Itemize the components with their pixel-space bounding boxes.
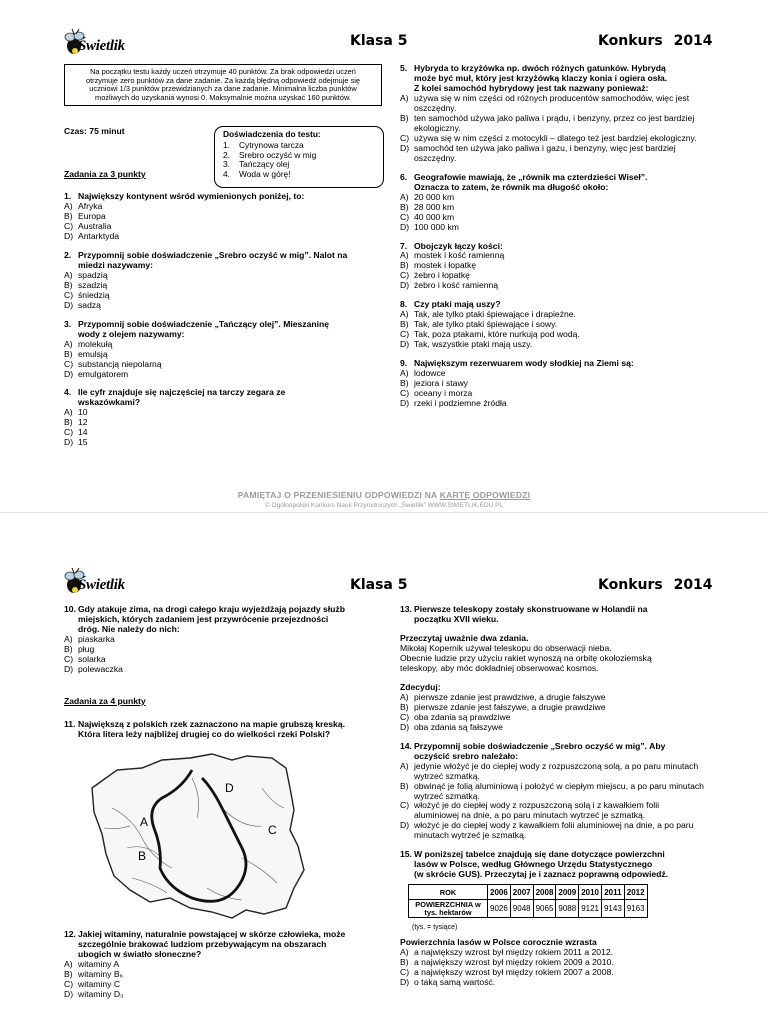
answer-option: [64, 370, 382, 380]
answer-option: [400, 281, 704, 291]
option-letter: A): [400, 250, 409, 261]
answer-option: [400, 94, 704, 114]
footer-reminder: PAMIĘTAJ O PRZENIESIENIU ODPOWIEDZI NA KARTĘ ODPOWIEDZI: [237, 490, 531, 500]
option-letter: A): [64, 338, 73, 349]
answer-option: [64, 428, 382, 438]
option-text: pług: [78, 643, 95, 654]
experiment-item: 3. Tańczący olej: [223, 159, 290, 170]
question-text: lasów w Polsce, według Głównego Urzędu Statystycznego: [414, 859, 653, 870]
question: [400, 242, 704, 292]
question-text: wody z olejem nazywamy:: [78, 328, 185, 339]
option-letter: D): [400, 820, 410, 831]
option-text: szadzią: [78, 279, 108, 290]
option-letter: D): [400, 280, 410, 291]
question-text: 11. Największą z polskich rzek zaznaczono na mapie grubszą kreską.: [64, 719, 345, 729]
option-text: emulgatorem: [78, 368, 129, 379]
option-text: substancją niepolarną: [78, 358, 162, 369]
question: [400, 64, 704, 164]
option-text: Antarktyda: [78, 230, 120, 241]
question-number: 7.: [400, 240, 408, 251]
option-letter: D): [64, 988, 74, 999]
option-text: witaminy C: [78, 978, 121, 989]
konkurs-heading: Konkurs 2014: [598, 577, 713, 593]
decide-label: Zdecyduj:: [400, 681, 441, 692]
answer-option: [64, 990, 382, 1000]
answer-option: [64, 212, 382, 222]
option-letter: D): [64, 663, 74, 674]
spacer: [400, 674, 704, 683]
option-text: śniedzią: [78, 289, 110, 300]
table-value-cell: 9121: [579, 900, 602, 918]
option-text: witaminy D₃: [78, 988, 124, 999]
answer-option: [400, 782, 704, 802]
option-text: a największy wzrost był między rokiem 2011 a 2012.: [414, 947, 614, 958]
time-limit: Czas: 75 minut: [64, 126, 125, 136]
option-letter: A): [400, 191, 409, 202]
rules-line: możliwych do uzyskania wynosi 0. Maksymalnie można uzyskać 160 punktów.: [95, 92, 351, 102]
question: [64, 320, 382, 380]
question-text: 15. W poniższej tabelce znajdują się dane dotyczące powierzchni: [400, 849, 665, 860]
rules-line: otrzymuje zero punktów za dane zadanie. Za każdą błędną odpowiedź odejmuje się: [85, 75, 361, 85]
question-number: 2.: [64, 249, 72, 260]
answer-option: [64, 340, 382, 350]
option-text: spadzią: [78, 269, 108, 280]
question-number: 3.: [64, 318, 72, 329]
question: [400, 359, 704, 409]
reading-line: Obecnie ludzie przy użyciu rakiet wynoszą na orbitę okołoziemską: [400, 652, 652, 663]
map-label-b: B: [138, 849, 147, 863]
option-letter: A): [400, 691, 409, 702]
option-letter: C): [400, 211, 410, 222]
section-heading: Zadania za 4 punkty: [64, 696, 146, 706]
logo-text: Świetlik: [78, 38, 125, 54]
reading-title: Przeczytaj uważnie dwa zdania.: [400, 632, 529, 643]
option-letter: D): [64, 368, 74, 379]
option-text: używa się w nim części od różnych producentów samochodów, więc jest oszczędny.: [414, 92, 690, 113]
option-letter: A): [400, 309, 409, 320]
question-text: 12. Jakiej witaminy, naturalnie powstającej w skórze człowieka, może: [64, 929, 346, 939]
answer-option: [64, 665, 382, 675]
answer-option: [64, 301, 382, 311]
option-text: jeziora i stawy: [414, 378, 468, 389]
question-number: 13.: [400, 604, 412, 614]
option-letter: D): [64, 230, 74, 241]
option-letter: B): [64, 279, 73, 290]
question-text: 13. Pierwsze teleskopy zostały skonstruowane w Holandii na: [400, 604, 648, 614]
question-text: początku XVII wieku.: [414, 613, 499, 624]
question: [400, 605, 704, 625]
answer-option: [400, 821, 704, 841]
question-text: 9. Największym rezerwuarem wody słodkiej na Ziemi są:: [400, 358, 634, 369]
option-text: 15: [78, 437, 88, 448]
option-letter: C): [64, 427, 74, 438]
question-text: 1. Największy kontynent wśród wymienionych poniżej, to:: [64, 191, 305, 201]
table-row: [409, 900, 648, 918]
option-letter: B): [400, 378, 409, 389]
option-text: Tak, ale tylko ptaki śpiewające i drapieżne.: [414, 309, 576, 320]
option-letter: B): [64, 417, 73, 428]
forest-table-wrap: [400, 884, 704, 924]
option-text: a największy wzrost był między rokiem 2007 a 2008.: [414, 967, 614, 978]
option-text: lodowce: [414, 368, 446, 379]
answer-option: [64, 232, 382, 242]
answer-option: [400, 114, 704, 134]
option-letter: A): [64, 269, 73, 280]
option-text: oceany i morza: [414, 388, 473, 399]
option-letter: D): [64, 299, 74, 310]
section-3pt: [64, 170, 214, 180]
option-letter: A): [400, 760, 409, 771]
swietlik-logo: [60, 28, 130, 58]
question-text: szczególnie brakować ludziom przebywającym na obszarach: [78, 938, 327, 949]
answer-option: [64, 645, 382, 655]
question-number: 10.: [64, 604, 76, 614]
option-letter: A): [64, 958, 73, 969]
page-footer: [0, 491, 768, 510]
map-label-c: C: [268, 823, 277, 837]
logo-text: Świetlik: [78, 577, 125, 593]
option-letter: B): [400, 112, 409, 123]
option-letter: A): [64, 200, 73, 211]
option-letter: B): [400, 701, 409, 712]
option-letter: D): [400, 221, 410, 232]
option-letter: B): [400, 201, 409, 212]
question-text: miejskich, których zadaniem jest przywrócenie przejezdności: [78, 613, 329, 624]
option-letter: B): [64, 968, 73, 979]
question-text: 3. Przypomnij sobie doświadczenie „Tańczący olej”. Mieszaninę: [64, 318, 330, 329]
questions-left-p1: [64, 192, 382, 457]
question-number: 11.: [64, 719, 76, 729]
option-text: piaskarka: [78, 633, 115, 644]
table-year-cell: 2007: [510, 885, 533, 900]
option-text: mostek i kość ramienną: [414, 250, 505, 261]
option-text: o taką samą wartość.: [414, 977, 496, 988]
question-text: 5. Hybryda to krzyżówka np. dwóch różnych gatunków. Hybrydą: [400, 63, 666, 73]
swietlik-logo: [60, 567, 130, 597]
option-letter: A): [64, 633, 73, 644]
question-text: 10. Gdy atakuje zima, na drogi całego kraju wyjeżdżają pojazdy służb: [64, 604, 345, 614]
question: [400, 742, 704, 842]
option-text: pierwsze zdanie jest prawdziwe, a drugie fałszywe: [414, 691, 606, 702]
answer-option: [400, 399, 704, 409]
option-text: włożyć je do ciepłej wody z rozpuszczoną solą i z kawałkiem folii aluminiowej na dnie, a po paru minutach wytrzeć je szmatką.: [414, 800, 660, 821]
option-letter: C): [64, 653, 74, 664]
option-text: sadzą: [78, 299, 101, 310]
table-value-cell: 9163: [624, 900, 647, 918]
question-text: 4. Ile cyfr znajduje się najczęściej na tarczy zegara ze: [64, 387, 286, 398]
table-year-cell: 2006: [488, 885, 511, 900]
table-header-cell: POWIERZCHNIA w tys. hektarów: [409, 900, 488, 918]
option-letter: C): [400, 270, 410, 281]
answer-option: [400, 762, 704, 782]
option-letter: D): [400, 339, 410, 350]
footer-copyright: © Ogólnopolski Konkurs Nauk Przyrodniczych „Świetlik” WWW.SWIETLIK.EDU.PL: [264, 501, 504, 509]
option-text: Tak, ale tylko ptaki śpiewające i sowy.: [414, 319, 558, 330]
question-text: oczyścić srebro należało:: [414, 750, 519, 761]
experiment-item: 1. Cytrynowa tarcza: [223, 139, 304, 150]
question-text: wskazówkami?: [78, 397, 141, 408]
option-letter: D): [400, 142, 410, 153]
option-text: solarka: [78, 653, 106, 664]
option-text: rzeki i podziemne źródła: [414, 398, 507, 409]
option-text: Tak, wszystkie ptaki mają uszy.: [414, 339, 533, 350]
klasa-heading: Klasa 5: [350, 33, 408, 49]
option-text: Australia: [78, 220, 112, 231]
question-number: 1.: [64, 191, 72, 201]
option-text: molekułą: [78, 338, 113, 349]
answer-option: [64, 271, 382, 281]
answer-option: [400, 801, 704, 821]
question-text: Oznacza to zatem, że równik ma długość około:: [414, 181, 609, 192]
question-number: 14.: [400, 740, 412, 751]
answer-option: [64, 281, 382, 291]
table-year-cell: 2009: [556, 885, 579, 900]
question: [400, 300, 704, 350]
questions-left-p2: [64, 605, 382, 675]
option-letter: C): [400, 132, 410, 143]
option-letter: B): [400, 957, 409, 968]
question: [400, 850, 704, 880]
option-letter: B): [400, 260, 409, 271]
klasa-heading: Klasa 5: [350, 577, 408, 593]
question-number: 9.: [400, 358, 408, 369]
option-text: oba zdania są fałszywe: [414, 721, 503, 732]
option-text: oba zdania są prawdziwe: [414, 711, 511, 722]
answer-option: [400, 340, 704, 350]
option-letter: C): [400, 711, 410, 722]
option-text: jedynie włożyć je do ciepłej wody z rozpuszczoną solą, a po paru minutach wytrzeć szmatką.: [414, 760, 699, 781]
option-letter: A): [400, 947, 409, 958]
reading-line: Mikołaj Kopernik używał teleskopu do obserwacji nieba.: [400, 642, 612, 653]
option-text: emulsją: [78, 348, 108, 359]
answer-option: [64, 360, 382, 370]
question-text: Z kolei samochód hybrydowy jest tak nazwany ponieważ:: [414, 82, 649, 93]
rules-line: Na początku testu każdy uczeń otrzymuje 40 punktów. Za brak odpowiedzi uczeń: [90, 67, 356, 76]
option-letter: C): [64, 289, 74, 300]
option-text: obwinąć je folią aluminiową i położyć w ciepłym miejscu, a po paru minutach wytrzeć szmatką.: [414, 780, 704, 801]
question-text: może być muł, który jest krzyżówką klaczy konia i ogiera osła.: [414, 72, 668, 83]
option-text: a największy wzrost był między rokiem 2009 a 2010.: [414, 957, 614, 968]
reading-line: teleskopy, aby móc dokładniej obserwować kosmos.: [400, 662, 599, 673]
question: [64, 388, 382, 448]
rules-box: [64, 64, 382, 106]
answer-option: [64, 418, 382, 428]
option-letter: A): [400, 368, 409, 379]
question-11: [64, 720, 382, 740]
question-number: 8.: [400, 299, 408, 310]
answer-option: [64, 635, 382, 645]
question-text: ubogich w światło słoneczne?: [78, 948, 202, 959]
option-text: 40 000 km: [414, 211, 455, 222]
option-letter: B): [400, 319, 409, 330]
answer-option: [64, 408, 382, 418]
page-1: [0, 0, 768, 512]
question-number: 15.: [400, 849, 412, 860]
answer-option: [64, 438, 382, 448]
option-text: 100 000 km: [414, 221, 459, 232]
option-text: polewaczka: [78, 663, 123, 674]
question-text: 7. Obojczyk łączy kości:: [400, 240, 503, 251]
experiment-item: 2. Srebro oczyść w mig: [223, 149, 317, 160]
question-number: 5.: [400, 63, 408, 73]
option-text: włożyć je do ciepłej wody z kawałkiem folii aluminiowej na dnie, a po paru minutach wytrzeć je szmatką.: [414, 820, 694, 841]
option-text: żebro i kość ramienną: [414, 280, 499, 291]
option-letter: C): [64, 358, 74, 369]
option-text: pierwsze zdanie jest fałszywe, a drugie prawdziwe: [414, 701, 606, 712]
spacer: [400, 409, 704, 418]
option-text: mostek i łopatkę: [414, 260, 477, 271]
option-text: 10: [78, 407, 88, 418]
question-number: 12.: [64, 929, 76, 939]
option-letter: A): [64, 407, 73, 418]
answer-option: [400, 723, 704, 733]
question-text: 14. Przypomnij sobie doświadczenie „Srebro oczyść w mig”. Aby: [400, 740, 666, 751]
option-letter: B): [400, 780, 409, 791]
option-text: samochód ten używa jako paliwa i gazu, i benzyny, więc jest bardziej oszczędny.: [414, 142, 676, 163]
table-year-cell: 2012: [624, 885, 647, 900]
option-letter: C): [64, 978, 74, 989]
poland-map: [72, 748, 312, 928]
option-letter: D): [400, 721, 410, 732]
option-letter: B): [64, 643, 73, 654]
question: [64, 720, 382, 740]
option-letter: C): [400, 329, 410, 340]
table-year-cell: 2011: [601, 885, 624, 900]
question-number: 4.: [64, 387, 72, 398]
question-text: Która litera leży najbliżej drugiej co do wielkości rzeki Polski?: [78, 728, 331, 739]
section-4pt: [64, 697, 214, 707]
question: [400, 173, 704, 233]
option-text: 28 000 km: [414, 201, 455, 212]
option-text: Tak, poza ptakami, które nurkują pod wodą.: [414, 329, 580, 340]
option-text: 12: [78, 417, 88, 428]
question-text: 6. Geografowie mawiają, że „równik ma czterdzieści Wiseł”.: [400, 171, 648, 182]
question: [64, 192, 382, 242]
option-text: witaminy B₆: [78, 968, 124, 979]
question-subtitle: Powierzchnia lasów w Polsce corocznie wzrasta: [400, 937, 597, 948]
answer-option: [64, 291, 382, 301]
option-text: witaminy A: [78, 958, 120, 969]
forest-area-table: [408, 884, 648, 918]
option-text: 20 000 km: [414, 191, 455, 202]
option-text: używa się w nim części z motocykli – dlatego też jest bardziej ekologiczny.: [414, 132, 697, 143]
questions-right-p1: [400, 64, 704, 418]
section-heading: Zadania za 3 punkty: [64, 169, 146, 179]
option-letter: C): [400, 800, 410, 811]
question-text: 8. Czy ptaki mają uszy?: [400, 299, 501, 310]
option-letter: B): [64, 348, 73, 359]
spacer: [64, 448, 382, 457]
option-letter: A): [400, 92, 409, 103]
option-text: Europa: [78, 210, 106, 221]
question-number: 6.: [400, 171, 408, 182]
question-12: [64, 930, 382, 1000]
option-text: ten samochód używa jako paliwa i prądu, i benzyny, przez co jest bardziej ekologiczny.: [414, 112, 695, 133]
table-value-cell: 9143: [601, 900, 624, 918]
table-header-cell: ROK: [409, 885, 488, 900]
table-year-cell: 2010: [579, 885, 602, 900]
table-note: (tys. = tysiące): [412, 924, 458, 932]
option-letter: D): [400, 398, 410, 409]
option-text: żebro i łopatkę: [414, 270, 470, 281]
table-value-cell: 9065: [533, 900, 556, 918]
option-letter: D): [400, 977, 410, 988]
table-row: [409, 885, 648, 900]
answer-option: [400, 978, 704, 988]
experiments-box: [214, 126, 384, 188]
question: [64, 930, 382, 1000]
answer-option: [400, 144, 704, 164]
option-letter: C): [400, 388, 410, 399]
question-text: dróg. Nie należy do nich:: [78, 623, 180, 634]
map-label-d: D: [225, 781, 234, 795]
option-text: Afryka: [78, 200, 103, 211]
rules-line: uczniowi 1/3 punktów przewidzianych za dane zadanie. Minimalna liczba punktów: [89, 84, 357, 94]
question-text: 2. Przypomnij sobie doświadczenie „Srebro oczyść w mig”. Nalot na: [64, 249, 348, 260]
answer-option: [400, 223, 704, 233]
option-letter: D): [64, 437, 74, 448]
table-value-cell: 9026: [488, 900, 511, 918]
question: [64, 605, 382, 675]
table-value-cell: 9048: [510, 900, 533, 918]
option-letter: B): [64, 210, 73, 221]
question-text: (w skrócie GUS). Przeczytaj je i zaznacz poprawną odpowiedź.: [414, 869, 669, 880]
table-year-cell: 2008: [533, 885, 556, 900]
konkurs-heading: Konkurs 2014: [598, 33, 713, 49]
experiments-title: Doświadczenia do testu:: [223, 129, 321, 139]
option-letter: C): [400, 967, 410, 978]
option-letter: C): [64, 220, 74, 231]
question-text: miedzi nazywamy:: [78, 259, 153, 270]
question: [64, 251, 382, 311]
questions-right-p2: [400, 605, 704, 988]
experiment-item: 4. Woda w górę!: [223, 169, 291, 179]
answer-option: [64, 202, 382, 212]
map-label-a: A: [140, 815, 149, 829]
option-text: 14: [78, 427, 88, 438]
table-value-cell: 9088: [556, 900, 579, 918]
